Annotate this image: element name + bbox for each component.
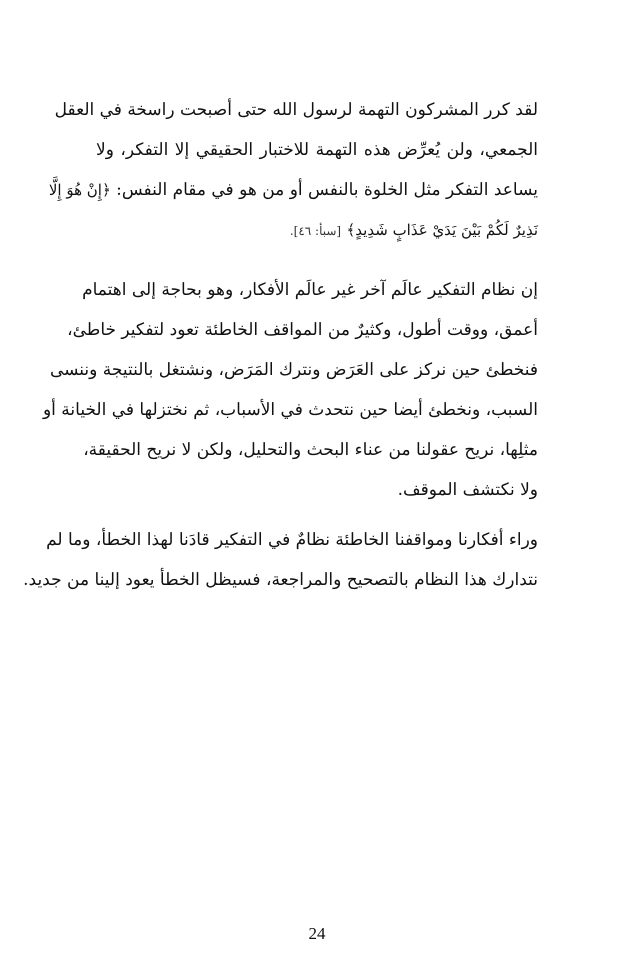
paragraph-line: فنخطئ حين نركز على العَرَض ونترك المَرَض، ونشتغل بالنتيجة وننسى [49, 360, 538, 380]
paragraph-line [96, 210, 538, 250]
page-number: 24 [308, 924, 326, 943]
paragraph-3 [23, 520, 538, 600]
paragraph-2 [42, 270, 538, 510]
paragraph-line: وراء أفكارنا ومواقفنا الخاطئة نظامٌ في التفكير قادَنا لهذا الخطأ، وما لم [46, 530, 538, 550]
paragraph-line [48, 170, 538, 210]
paragraph-line: لقد كرر المشركون التهمة لرسول الله حتى أصبحت راسخة في العقل [54, 100, 538, 120]
paragraph-line: الجمعي، ولن يُعرِّض هذه التهمة للاختبار الحقيقي إلا التفكر، ولا [96, 140, 538, 160]
paragraph-line: أعمق، ووقت أطول، وكثيرٌ من المواقف الخاطئة تعود لتفكير خاطئ، [67, 320, 538, 340]
paragraph-line: ولا نكتشف الموقف. [397, 480, 538, 500]
quran-verse-start: ﴿إِنْ هُوَ إِلَّا [48, 181, 111, 199]
paragraph-line: السبب، ونخطئ أيضا حين نتحدث في الأسباب، ثم نختزلها في الخيانة أو [42, 400, 538, 420]
paragraph-1 [48, 90, 538, 250]
quran-verse-end: نَذِيرٌ لَكُمْ بَيْنَ يَدَيْ عَذَابٍ شَدِيدٍ﴾ [346, 221, 538, 239]
paragraph-text: يساعد التفكر مثل الخلوة بالنفس أو من هو في مقام النفس: [116, 180, 538, 200]
verse-citation: [سبأ: ٤٦]. [289, 224, 342, 238]
paragraph-line: مثلِها، نريح عقولنا من عناء البحث والتحليل، ولكن لا نريح الحقيقة، [83, 440, 538, 460]
paragraph-line: إن نظام التفكير عالَم آخر غير عالَم الأفكار، وهو بحاجة إلى اهتمام [82, 280, 538, 300]
paragraph-line: نتدارك هذا النظام بالتصحيح والمراجعة، فسيظل الخطأ يعود إلينا من جديد. [23, 570, 538, 590]
